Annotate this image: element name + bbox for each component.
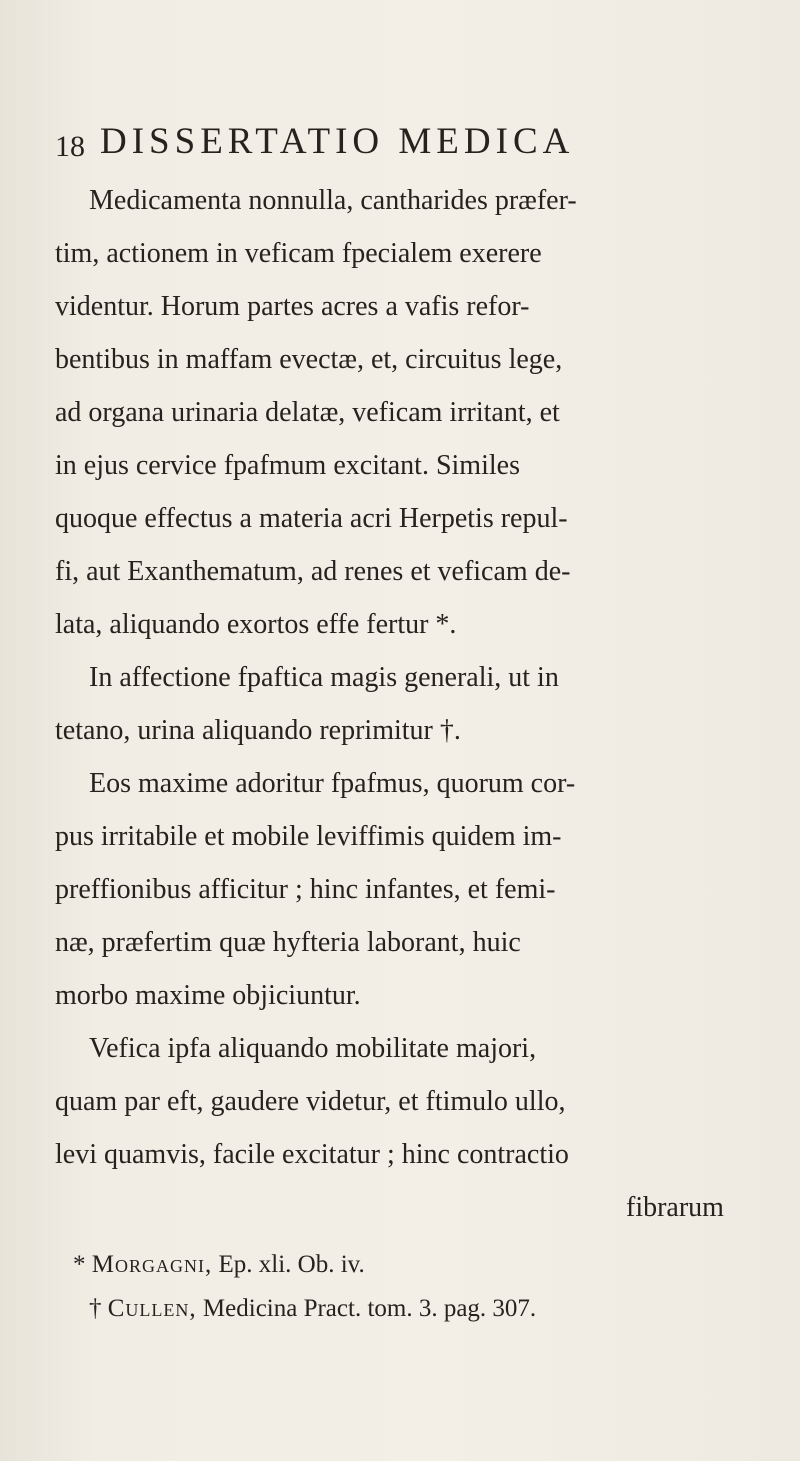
footnote-mark: * — [73, 1251, 86, 1278]
page-header — [55, 120, 755, 164]
body-line: Vefica ipfa aliquando mobilitate majori, — [89, 1033, 537, 1064]
footnote-text: Ep. xli. Ob. iv. — [212, 1251, 365, 1278]
body-line: Eos maxime adoritur fpafmus, quorum cor- — [89, 768, 576, 799]
body-line: ad organa urinaria delatæ, veficam irritant, et — [55, 397, 560, 428]
footnote — [89, 1294, 536, 1324]
footnote-author: Morgagni, — [91, 1251, 213, 1278]
body-line: quoque effectus a materia acri Herpetis repul- — [55, 503, 568, 534]
footnote — [73, 1250, 365, 1280]
body-line: tim, actionem in veficam fpecialem exerere — [55, 238, 542, 269]
body-line: videntur. Horum partes acres a vafis refor- — [55, 291, 530, 322]
body-line: morbo maxime objiciuntur. — [55, 980, 361, 1011]
body-line: tetano, urina aliquando reprimitur †. — [55, 715, 461, 746]
body-line: fi, aut Exanthematum, ad renes et veficam de- — [55, 556, 571, 587]
body-line: Medicamenta nonnulla, cantharides præfer- — [89, 185, 577, 216]
page-number: 18 — [55, 130, 85, 163]
body-line: levi quamvis, facile excitatur ; hinc contractio — [55, 1139, 569, 1170]
body-line: preffionibus afficitur ; hinc infantes, et femi- — [55, 874, 556, 905]
footnote-text: Medicina Pract. tom. 3. pag. 307. — [196, 1295, 537, 1322]
body-line: In affectione fpaftica magis generali, ut in — [89, 662, 559, 693]
body-line: pus irritabile et mobile leviffimis quidem im- — [55, 821, 562, 852]
footnote-author: Cullen, — [107, 1295, 197, 1322]
body-line: bentibus in maffam evectæ, et, circuitus lege, — [55, 344, 563, 375]
body-line: in ejus cervice fpafmum excitant. Similes — [55, 450, 520, 481]
body-line: lata, aliquando exortos effe fertur *. — [55, 609, 457, 640]
body-line: næ, præfertim quæ hyfteria laborant, huic — [55, 927, 521, 958]
footnote-mark: † — [89, 1295, 102, 1322]
body-line: quam par eft, gaudere videtur, et ftimulo ullo, — [55, 1086, 566, 1117]
catchword: fibrarum — [626, 1192, 724, 1223]
running-title: DISSERTATIO MEDICA — [100, 121, 575, 162]
